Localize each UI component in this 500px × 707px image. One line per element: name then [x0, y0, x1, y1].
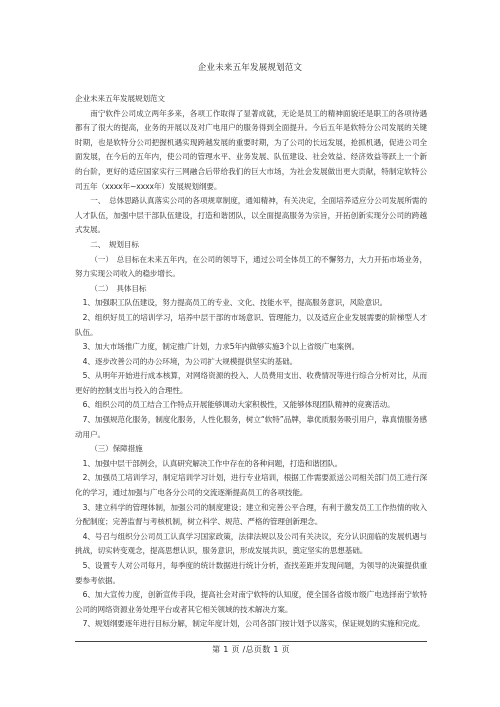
paragraph: 3、建立科学的管理体制，加强公司的制度建设；建立和完善公平合理，有利于激发员工工作热情的收入分配制度；完善监督与考核机制，树立科学、规范、严格的管理创新理念。: [75, 502, 427, 527]
paragraph: 南宁软件公司成立两年多来，各项工作取得了显著成就，无论是员工的精神面貌还是职工的各项待遇都有了很大的提高，业务的开展以及对广电用户的服务得到全面提升。今后五年是软特分公司发展的关键时期，也是软特分公司把握机遇实现跨越发展的重要时期，为了公司的长远发展，抢抓机遇，促进公司全面发展，在今后的五年内，使公司的管理水平、业务发展、队伍建设、社会效益、经济效益等跃上一个新的台阶，更好的适应国家实行三网融合后带给我们的巨大市场，为社会发展做出更大贡献，特制定软特公司五年（xxxx年~xxxx年）发展规划纲要。: [75, 108, 427, 191]
paragraph: 6、加大宣传力度，创新宣传手段，提高社会对南宁软特的认知度，使全国各省级市级广电选择南宁软特公司的网络资源业务处理平台或者其它相关领域的技术解决方案。: [75, 590, 427, 614]
paragraph: 2、加强员工培训学习，制定培训学习计划，进行专业培训，根据工作需要派送公司相关部门员工进行深化的学习，通过加强与广电各分公司的交流逐渐提高员工的各项技能。: [75, 473, 427, 498]
subtitle: 企业未来五年发展规划范文: [75, 94, 165, 103]
document-body: [75, 92, 427, 632]
paragraph: 6、组织公司的员工结合工作特点开展能够调动大家积极性，又能够体现团队精神的竞赛活动。: [82, 400, 395, 410]
paragraph: 二、 规划目标: [90, 239, 139, 249]
paragraph: 4、号召与组织分公司员工认真学习国家政策，法律法规以及公司有关决议，充分认识面临的发展机遇与挑战，切实转变观念，提高思想认识，服务意识，形成发展共识，奠定坚实的思想基础。: [75, 531, 427, 556]
paragraph: （三）保障措施: [90, 444, 143, 454]
page-footer: 第 1 页 /总页数 1 页: [75, 641, 427, 655]
paragraph: 3、加大市场推广力度，制定推广计划，力求5年内做够实施3个以上省级广电案例。: [82, 342, 360, 352]
paragraph: （二） 具体目标: [90, 283, 147, 293]
page-title: 企业未来五年发展规划范文: [197, 63, 303, 73]
paragraph: 5、从明年开始进行成本核算，对网络资源的投入、人员费用支出、收费情况等进行综合分析对比，从而更好的控制支出与投入的合理性。: [75, 371, 427, 395]
paragraph: 7、规划纲要逐年进行目标分解，制定年度计划，公司各部门按计划予以落实，保证规划的实施和完成。: [82, 619, 425, 629]
paragraph: 7、加强规范化服务，制度化服务，人性化服务，树立“软特”品牌，靠优质服务吸引用户，靠真情服务感动用户。: [75, 415, 427, 439]
paragraph: 2、组织好员工的培训学习，培养中层干部的市场意识、管理能力，以及适应企业发展需要的阶梯型人才队伍。: [75, 312, 427, 337]
paragraph: 5、设置专人对公司每月，每季度的统计数据进行统计分析，查找差距并发现问题，为领导的决策提供重要参考依据。: [75, 561, 427, 585]
paragraph: （一） 总目标在未来五年内，在公司的领导下，通过公司全体员工的不懈努力，大力开拓市场业务，努力实现公司收入的稳步增长。: [75, 254, 427, 279]
paragraph: 1、加强职工队伍建设，努力提高员工的专业、文化、技能水平，提高服务意识，风险意识。: [82, 298, 388, 308]
paragraph: 1、加强中层干部例会，认真研究解决工作中存在的各种问题，打造和谐团队。: [82, 458, 343, 468]
paragraph: 一、 总体思路认真落实公司的各项规章制度，通知精神，有关决定，全面培养适应分公司发展所需的人才队伍，加强中层干部队伍建设，打造和谐团队，以全面提高服务为宗旨，开拓创新实现分公司的跨越式发展。: [75, 196, 427, 235]
paragraph: 4、逐步改善公司的办公环境，为公司扩大规模提供坚实的基础。: [82, 356, 298, 366]
